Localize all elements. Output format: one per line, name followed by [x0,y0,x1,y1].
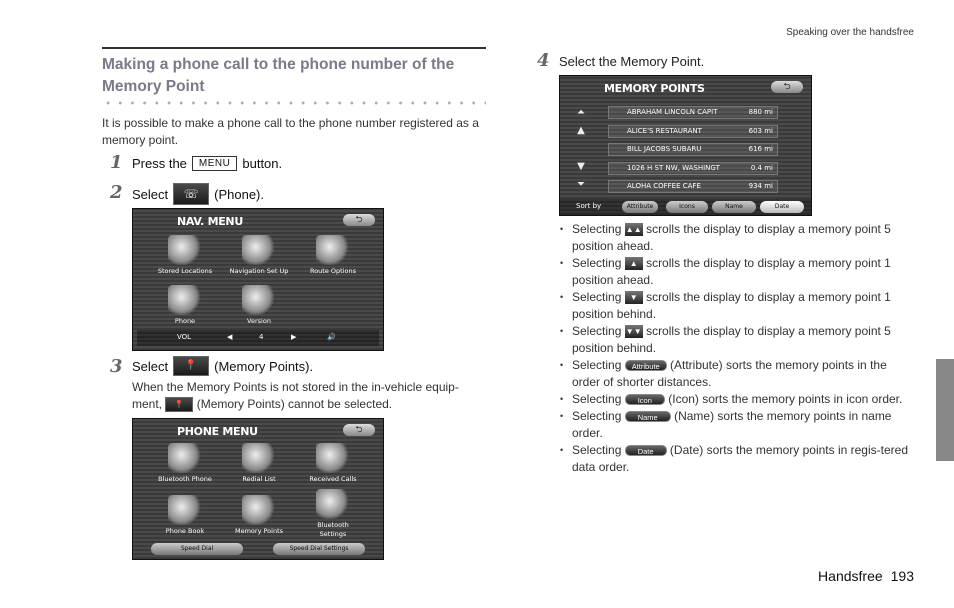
row-dist: 616 mi [748,145,773,153]
menu-button: MENU [192,156,237,171]
running-header: Speaking over the handsfree [786,27,914,38]
received-calls-item [303,443,363,484]
step-2 [132,183,264,205]
route-icon [316,235,350,265]
row-name: 1026 H ST NW, WASHINGT [627,164,720,172]
speaker-icon: 🔊 [327,333,336,341]
row-name: BILL JACOBS SUBARU [627,145,702,153]
note-part: When the Memory Points is not stored in the in-vehicle equip-ment, [132,380,459,411]
sort-attribute-button: Attribute [622,201,658,213]
step-number: 1 [110,152,123,173]
name-chip: Name [625,411,671,422]
received-calls-icon [316,443,350,473]
vol-down-icon: ◀ [227,333,233,341]
vol-up-icon: ▶ [291,333,297,341]
item-label: Phone [174,317,196,325]
speed-dial-settings-button: Speed Dial Settings [273,543,365,555]
row-dist: 934 mi [748,182,773,190]
memory-point-row [608,180,778,193]
step-number: 4 [537,50,550,71]
list-item: • Selecting Name (Name) sorts the memory points in name order. [560,408,910,442]
memory-pin-icon: 📍 [173,356,209,376]
step-text: Select [132,358,169,374]
intro-text: It is possible to make a phone call to the phone number registered as a memory point. [102,116,479,147]
step-1 [132,156,282,171]
phone-item [155,285,215,326]
scroll-down-icon: ▼ [625,291,643,304]
step-text: button. [242,156,283,171]
row-name: ABRAHAM LINCOLN CAPIT [627,108,718,116]
list-item: • Selecting ▲▲ scrolls the display to display a memory point 5 position ahead. [560,221,910,255]
sort-date-button: Date [760,201,804,213]
item-label: Redial List [242,475,276,483]
page-down-icon: ▼▼ [625,327,642,337]
attribute-chip: Attribute [625,360,667,371]
back-icon: ⮌ [771,81,803,93]
step-text: (Phone). [214,186,265,202]
scroll-up-icon: ▲ [625,257,643,270]
icon-chip: Icon [625,394,665,405]
date-chip: Date [625,445,667,456]
item-label: Route Options [309,267,356,275]
item-label: Received Calls [309,475,357,483]
navigation-setup-item [229,235,289,276]
note-part: (Memory Points) cannot be selected. [196,397,393,411]
page-up-icon: ⏶ [577,107,585,118]
row-name: ALICE'S RESTAURANT [627,127,702,135]
memory-point-row [608,143,778,156]
step-3 [132,356,313,376]
footer-section: Handsfree [818,568,883,584]
list-item: • Selecting Icon (Icon) sorts the memory points in icon order. [560,391,910,408]
item-label: Navigation Set Up [229,267,289,275]
memory-points-item [229,495,289,536]
nav-menu-screen [132,208,384,351]
route-options-item [303,235,363,276]
sort-label: Sort by [576,202,602,210]
list-item: • Selecting ▼ scrolls the display to display a memory point 1 position behind. [560,289,910,323]
step-4: Select the Memory Point. [559,54,705,69]
back-icon: ⮌ [343,424,375,436]
list-item: • Selecting Attribute (Attribute) sorts the memory points in the order of shorter distances. [560,357,910,391]
memory-point-row [608,106,778,119]
memory-points-screen [559,75,812,216]
page-down-icon: ⏷ [577,179,585,190]
list-item: • Selecting ▲ scrolls the display to display a memory point 1 position ahead. [560,255,910,289]
list-item: • Selecting Date (Date) sorts the memory points in regis-tered data order. [560,442,910,476]
row-dist: 603 mi [748,127,773,135]
step-text: Select [132,186,169,202]
screen-title: MEMORY POINTS [604,82,705,95]
phone-book-icon [168,495,202,525]
bluetooth-phone-icon [168,443,202,473]
row-dist: 0.4 mi [750,164,773,172]
memory-point-row [608,125,778,138]
redial-list-item [229,443,289,484]
dotted-divider [102,100,486,106]
memory-pin-icon: 📍 [165,397,193,412]
page-footer [818,568,914,584]
vol-label: VOL [177,333,192,341]
screen-title: NAV. MENU [177,215,243,228]
phone-book-item [155,495,215,536]
item-label: Stored Locations [157,267,213,275]
map-icon [242,235,276,265]
sort-bar [560,199,811,215]
redial-icon [242,443,276,473]
phone-icon: ☏ [173,183,209,205]
step-text: Press the [132,156,187,171]
version-item [229,285,289,326]
item-label: Bluetooth Settings [317,521,349,538]
section-title: Making a phone call to the phone number of the Memory Point [102,47,486,98]
back-icon: ⮌ [343,214,375,226]
pin-icon [168,235,202,265]
bluetooth-phone-item [155,443,215,484]
vol-value: 4 [259,333,264,341]
item-label: Version [247,317,271,325]
list-item: • Selecting ▼▼ scrolls the display to display a memory point 5 position behind. [560,323,910,357]
phone-menu-screen [132,418,384,560]
item-label: Bluetooth Phone [158,475,212,483]
bullet-list [560,221,910,476]
step-number: 2 [110,182,123,203]
item-label: Phone Book [165,527,205,535]
scroll-down-icon: ▼ [577,161,585,172]
book-icon [242,285,276,315]
volume-bar [137,330,379,346]
sort-icons-button: Icons [666,201,708,213]
scroll-up-icon: ▲ [577,125,585,136]
phone-icon [168,285,202,315]
chapter-tab [936,359,954,461]
step-text: (Memory Points). [214,358,314,374]
stored-locations-item [155,235,215,276]
note-text [132,379,482,413]
step-number: 3 [110,356,123,377]
bluetooth-settings-item [303,489,363,539]
page-up-icon: ▲▲ [625,225,642,235]
bluetooth-settings-icon [316,489,350,519]
memory-pin-icon [242,495,276,525]
memory-point-row [608,162,778,175]
sort-name-button: Name [712,201,756,213]
screen-title: PHONE MENU [177,425,258,438]
speed-dial-button: Speed Dial [151,543,243,555]
row-dist: 880 mi [748,108,773,116]
page-number: 193 [890,568,914,584]
item-label: Memory Points [234,527,284,535]
row-name: ALOHA COFFEE CAFE [627,182,701,190]
